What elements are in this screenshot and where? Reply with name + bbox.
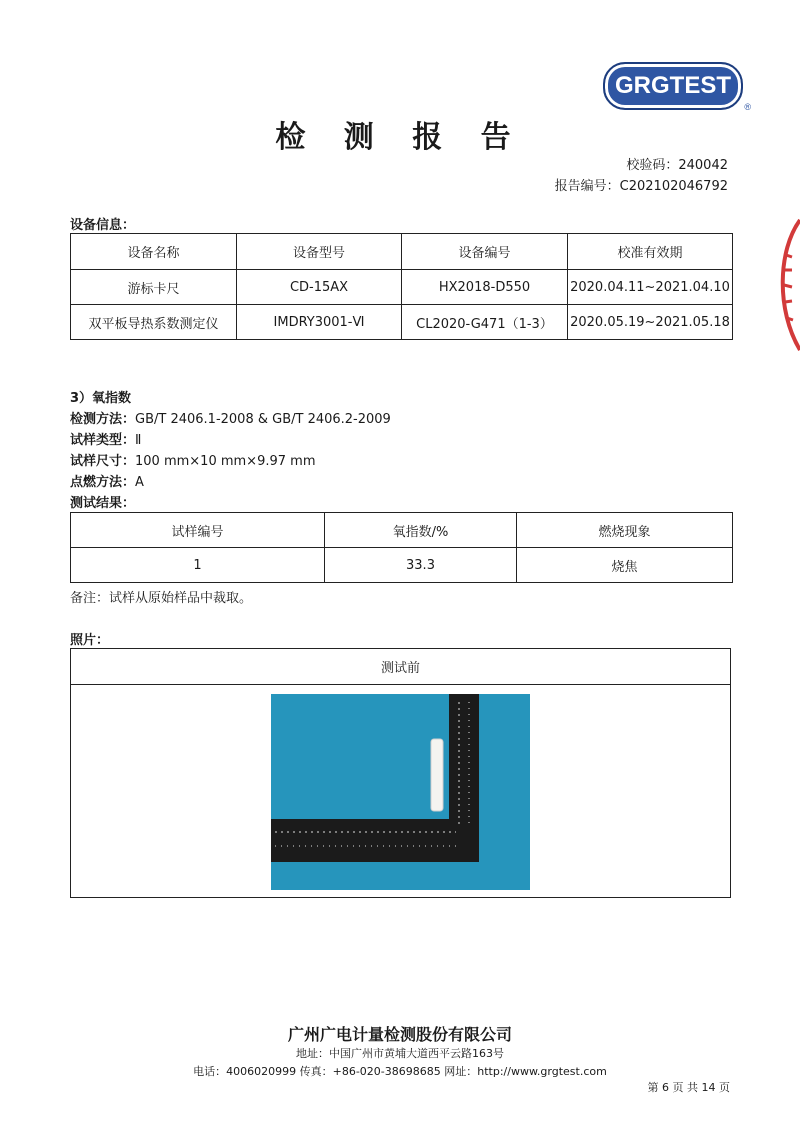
report-title: 检 测 报 告 [275, 120, 525, 155]
table-header-row [71, 513, 733, 548]
header-cell: 校准有效期 [568, 234, 733, 270]
company-contact: 电话：4006020999 传真：+86-020-38698685 网址：http://www.grgtest.com [193, 1065, 607, 1078]
oxygen-heading: 3）氧指数 [70, 391, 132, 406]
table-cell: 1 [71, 548, 325, 583]
type-label: 试样类型： [70, 433, 136, 448]
ignite-label: 点燃方法： [70, 475, 136, 490]
photo-frame [70, 648, 731, 898]
table-row [71, 548, 733, 583]
size-line [70, 450, 315, 469]
header-cell: 设备编号 [402, 234, 568, 270]
table-cell: 33.3 [325, 548, 517, 583]
size-label: 试样尺寸： [70, 454, 136, 469]
table-cell: 2020.05.19~2021.05.18 [568, 305, 733, 340]
method-line [70, 408, 391, 427]
table-cell: 游标卡尺 [71, 270, 237, 305]
size-value: 100 mm×10 mm×9.97 mm [135, 454, 316, 469]
sample-photo [271, 694, 530, 890]
equipment-table [70, 233, 733, 340]
company-name: 广州广电计量检测股份有限公司 [287, 1025, 512, 1044]
table-cell: 2020.04.11~2021.04.10 [568, 270, 733, 305]
registered-mark: ® [744, 102, 751, 112]
header-cell: 氧指数/% [325, 513, 517, 548]
photos-label: 照片： [70, 633, 110, 648]
header-cell: 设备名称 [71, 234, 237, 270]
company-logo [603, 62, 751, 112]
note: 备注：试样从原始样品中裁取。 [70, 591, 253, 606]
method-value: GB/T 2406.1-2008 & GB/T 2406.2-2009 [135, 412, 391, 427]
results-table [70, 512, 733, 583]
table-header-row [71, 234, 733, 270]
method-label: 检测方法： [70, 412, 136, 427]
report-number: 报告编号：C202102046792 [554, 179, 728, 194]
table-cell: IMDRY3001-Ⅵ [237, 305, 402, 340]
company-address: 地址：中国广州市黄埔大道西平云路163号 [296, 1047, 504, 1060]
table-cell: HX2018-D550 [402, 270, 568, 305]
table-cell: CL2020-G471（1-3） [402, 305, 568, 340]
table-row [71, 305, 733, 340]
table-row [71, 270, 733, 305]
seal-stamp [772, 210, 800, 360]
type-line [70, 429, 141, 448]
ignite-value: A [135, 475, 144, 490]
table-cell: 双平板导热系数测定仪 [71, 305, 237, 340]
table-cell: 烧焦 [517, 548, 733, 583]
photo-caption: 测试前 [71, 649, 730, 685]
header-cell: 设备型号 [237, 234, 402, 270]
results-label: 测试结果： [70, 496, 136, 511]
table-cell: CD-15AX [237, 270, 402, 305]
check-code: 校验码：240042 [626, 158, 728, 173]
ignite-line [70, 471, 144, 490]
logo-text: GRGTEST [614, 72, 731, 99]
header-cell: 试样编号 [71, 513, 325, 548]
type-value: Ⅱ [135, 433, 142, 448]
page-number: 第 6 页 共 14 页 [647, 1081, 730, 1094]
equipment-label: 设备信息： [70, 218, 136, 233]
header-cell: 燃烧现象 [517, 513, 733, 548]
